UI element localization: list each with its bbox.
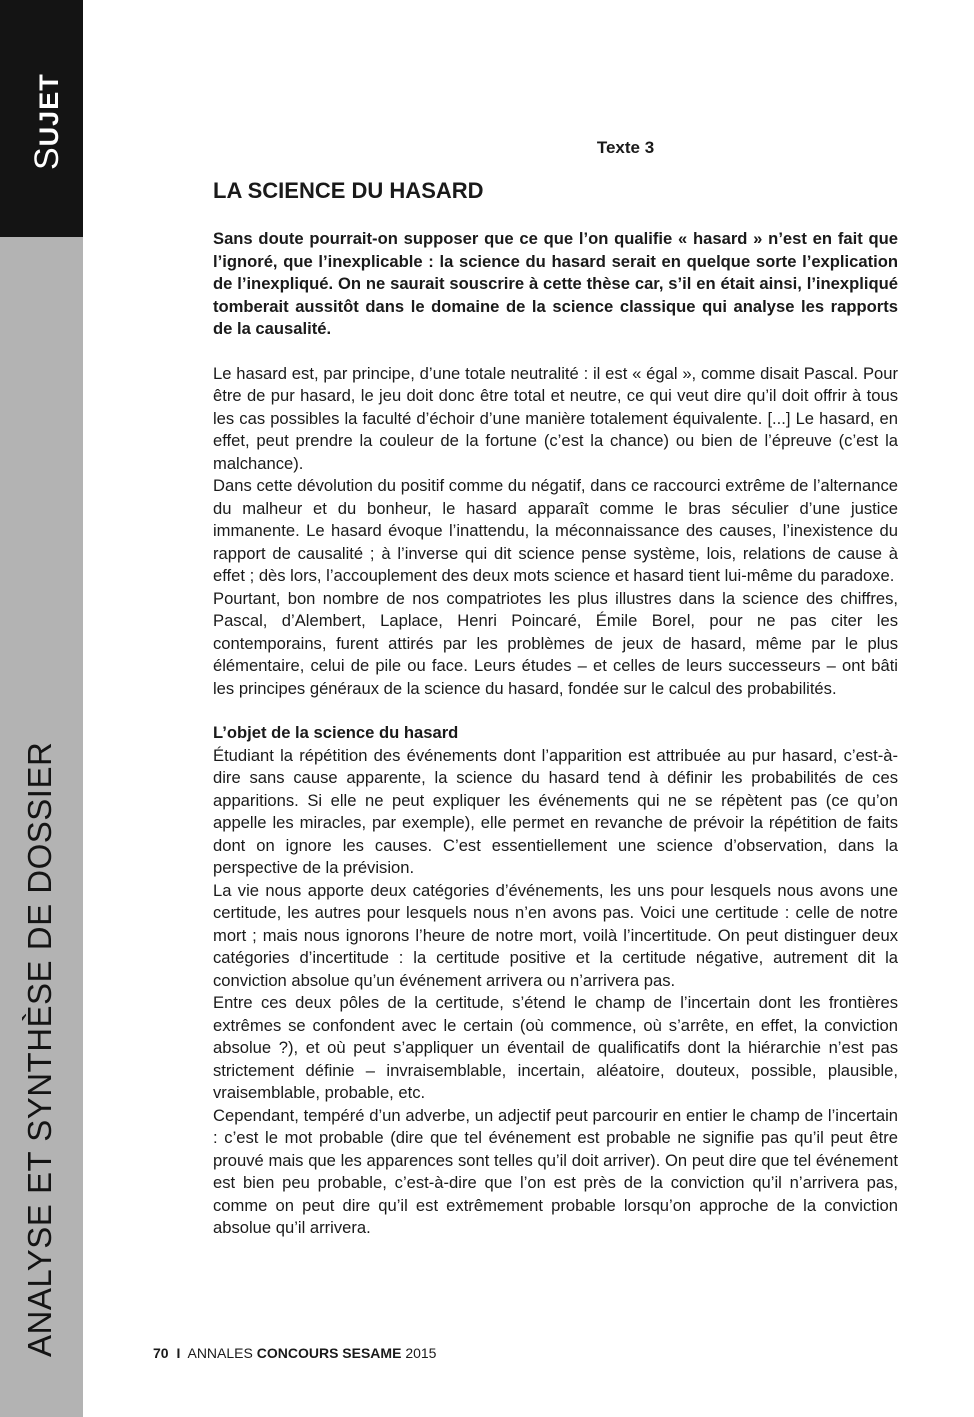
page-footer [153, 1344, 436, 1362]
paragraph: Cependant, tempéré d’un adverbe, un adjectif peut parcourir en entier le champ de l’incertain : c’est le mot probable (dire que tel événement est probable ne signifie pas qu’il peut être prouvé mais que les apparences sont telles qu’il doit arriver). On peut dire que tel événement est bien peu probable, c’est-à-dire que l’on est près de la conviction qu’il n’arrivera pas, comme on peut dire qu’il est extrêmement probable lorsqu’on approche de la conviction absolue qu’il arrivera. [213, 1105, 898, 1237]
paragraph: Le hasard est, par principe, d’une totale neutralité : il est « égal », comme disait Pascal. Pour être de pur hasard, le jeu doit donc être total et neutre, ce qui veut dire qu’il doit offrir à tous les cas possibles la faculté d’échoir d’une manière totalement équivalente. [...] Le hasard, en effet, peut prendre la couleur de la fortune (c’est la chance) ou bien de l’épreuve (c’est la malchance). [213, 363, 898, 473]
text-number: Texte 3 [596, 138, 655, 157]
sujet-label [30, 73, 64, 170]
page-number: 70 [153, 1345, 169, 1361]
footer-separator: I [176, 1345, 181, 1361]
paragraph: Pourtant, bon nombre de nos compatriotes les plus illustres dans la science des chiffres, Pascal, d’Alembert, Laplace, Henri Poincaré, Émile Borel, pour ne pas citer les contemporains, furent attirés par les problèmes de jeux de hasard, même par le plus élémentaire, celui de pile ou face. Leurs études – et celles de leurs successeurs – ont bâti les principes généraux de la science du hasard, fondée sur le calcul des probabilités. [213, 588, 898, 698]
paragraph: La vie nous apporte deux catégories d’événements, les uns pour lesquels nous avons une certitude, les autres pour lesquels nous n’en avons pas. Voici une certitude : celle de notre mort ; mais nous ignorons l’heure de notre mort, voilà l’incertitude. On peut distinguer deux catégories d’incertitude : la certitude positive et la certitude négative, autrement dit la conviction absolue qu’un événement arrivera ou n’arrivera pas. [213, 880, 898, 990]
body-section-2 [213, 745, 898, 1240]
footer-annales: ANNALES [187, 1345, 253, 1361]
intro-paragraph: Sans doute pourrait-on supposer que ce que l’on qualifie « hasard » n’est en fait que l’ignoré, que l’inexplicable : la science du hasard serait en quelque sorte l’explication de l’inexpliqué. On ne saurait souscrire à cette thèse car, s’il en était ainsi, l’inexpliqué tomberait aussitôt dans le domaine de la science classique qui analyse les rapports de la causalité. [213, 229, 898, 338]
body-section-1 [213, 363, 898, 701]
article-title: LA SCIENCE DU HASARD [213, 178, 484, 203]
article [213, 138, 898, 1240]
footer-concours: CONCOURS SESAME [256, 1345, 402, 1361]
section-subheading: L’objet de la science du hasard [213, 723, 459, 742]
sujet-initial: S [28, 146, 66, 170]
sujet-rest: UJET [34, 73, 64, 147]
paragraph: Dans cette dévolution du positif comme du négatif, dans ce raccourci extrême de l’alternance du malheur et du bonheur, le hasard apparaît comme le bras séculier d’une justice immanente. Le hasard évoque l’inattendu, la méconnaissance des causes, l’inexistence du rapport de causalité ; à l’inverse qui dit science pense système, lois, relations de cause à effet ; dès lors, l’accouplement des deux mots science et hasard tient lui-même du paradoxe. [213, 476, 898, 585]
footer-year: 2015 [405, 1345, 437, 1361]
section-label: ANALYSE ET SYNTHÈSE DE DOSSIER [21, 741, 58, 1357]
paragraph: Entre ces deux pôles de la certitude, s’étend le champ de l’incertain dont les frontières extrêmes se confondent avec le certain (où commence, où s’arrête, en effet, la conviction absolue ?), et où peut s’appliquer un éventail de qualificatifs dont la hiérarchie n’est pas strictement définie – invraisemblable, incertain, aléatoire, douteux, possible, plausible, vraisemblable, probable, etc. [213, 993, 898, 1102]
paragraph: Étudiant la répétition des événements dont l’apparition est attribuée au pur hasard, c’est-à-dire sans cause apparente, la science du hasard tend à définir les probabilités de ces apparitions. Si elle ne peut expliquer les événements qui ne se répètent pas (ce qu’on appelle les miracles, par exemple), elle permet en revanche de prévoir la répétition de faits dont on ignore les causes. C’est essentiellement une science d’observation, dans la perspective de la prévision. [213, 745, 898, 877]
